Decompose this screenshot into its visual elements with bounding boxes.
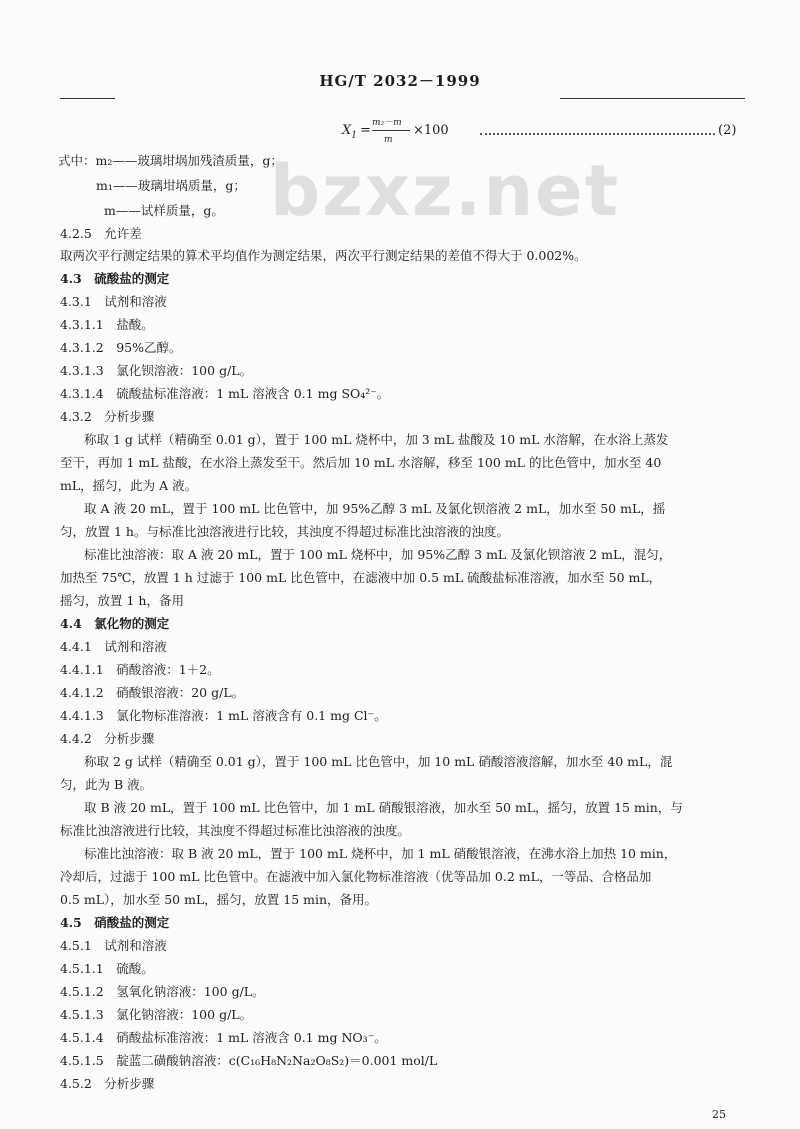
text-line: 取 A 液 20 mL，置于 100 mL 比色管中，加 95%乙醇 3 mL 及氯化钡溶液 2 mL，加水至 50 mL，摇 xyxy=(84,501,666,516)
text-line: 取两次平行测定结果的算术平均值作为测定结果，两次平行测定结果的差值不得大于 0.002%。 xyxy=(60,248,587,263)
section-heading: 4.5 硝酸盐的测定 xyxy=(60,915,170,930)
text-line: 4.3.1.3 氯化钡溶液：100 g/L。 xyxy=(60,363,253,378)
header-rule-left xyxy=(60,98,115,99)
text-line: 称取 1 g 试样（精确至 0.01 g），置于 100 mL 烧杯中，加 3 mL 盐酸及 10 mL 水溶解，在水浴上蒸发 xyxy=(84,432,669,447)
text-line: 0.5 mL），加水至 50 mL，摇匀，放置 15 min，备用。 xyxy=(60,892,378,907)
text-line: 标准比浊溶液：取 A 液 20 mL，置于 100 mL 烧杯中，加 95%乙醇 3 mL 及氯化钡溶液 2 mL，混匀， xyxy=(84,547,672,562)
clause-heading: 4.5.2 分析步骤 xyxy=(60,1076,155,1091)
section-heading: 4.4 氯化物的测定 xyxy=(60,616,170,631)
clause-heading: 4.2.5 允许差 xyxy=(60,226,142,241)
watermark: bzxz.net xyxy=(270,150,621,232)
formula-multiplier: ×100 xyxy=(413,123,449,138)
text-line: 称取 2 g 试样（精确至 0.01 g），置于 100 mL 比色管中，加 10 mL 硝酸溶液溶解，加水至 40 mL，混 xyxy=(84,754,673,769)
clause-heading: 4.4.2 分析步骤 xyxy=(60,731,155,746)
clause-heading: 4.3.1 试剂和溶液 xyxy=(60,294,167,309)
formula-numerator: m₂－m xyxy=(372,118,402,128)
formula-lhs: $X_1$ xyxy=(342,123,357,141)
text-line: 加热至 75℃，放置 1 h 过滤于 100 mL 比色管中，在滤液中加 0.5 mL 硫酸盐标准溶液，加水至 50 mL， xyxy=(60,570,662,585)
text-line: 匀，此为 B 液。 xyxy=(60,777,153,792)
text-line: 4.5.1.5 靛蓝二磺酸钠溶液：c(C₁₆H₈N₂Na₂O₈S₂)＝0.001 mol/L xyxy=(60,1053,438,1068)
text-line: 取 B 液 20 mL，置于 100 mL 比色管中，加 1 mL 硝酸银溶液，加水至 50 mL，摇匀，放置 15 min，与 xyxy=(84,800,683,815)
text-line: 4.5.1.2 氢氧化钠溶液：100 g/L。 xyxy=(60,984,265,999)
text-line: mL，摇匀，此为 A 液。 xyxy=(60,478,198,493)
text-line: 4.4.1.1 硝酸溶液：1＋2。 xyxy=(60,662,220,677)
text-line: 匀，放置 1 h。与标准比浊溶液进行比较，其浊度不得超过标准比浊溶液的浊度。 xyxy=(60,524,509,539)
text-line: 4.3.1.4 硫酸盐标准溶液：1 mL 溶液含 0.1 mg SO₄²⁻。 xyxy=(60,386,390,401)
text-line: 4.5.1.4 硝酸盐标准溶液：1 mL 溶液含 0.1 mg NO₃⁻。 xyxy=(60,1030,387,1045)
text-line: m——试样质量，g。 xyxy=(104,203,224,218)
clause-heading: 4.5.1 试剂和溶液 xyxy=(60,938,167,953)
formula-fraction-bar xyxy=(372,130,410,131)
text-line: 4.5.1.3 氯化钠溶液：100 g/L。 xyxy=(60,1007,253,1022)
clause-heading: 4.3.2 分析步骤 xyxy=(60,409,155,424)
text-line: 式中：m₂——玻璃坩埚加残渣质量，g； xyxy=(58,153,283,168)
text-line: 标准比浊溶液进行比较，其浊度不得超过标准比浊溶液的浊度。 xyxy=(60,823,411,838)
text-line: 摇匀，放置 1 h，备用 xyxy=(60,593,184,608)
page-number: 25 xyxy=(712,1108,726,1121)
text-line: 标准比浊溶液：取 B 液 20 mL，置于 100 mL 烧杯中，加 1 mL 硝酸银溶液，在沸水浴上加热 10 min， xyxy=(84,846,677,861)
header-rule-right xyxy=(560,98,745,99)
text-line: 冷却后，过滤于 100 mL 比色管中。在滤液中加入氯化物标准溶液（优等品加 0.2 mL，一等品、合格品加 xyxy=(60,869,652,884)
text-line: 4.3.1.2 95%乙醇。 xyxy=(60,340,182,355)
text-line: m₁——玻璃坩埚质量，g； xyxy=(96,178,246,193)
clause-heading: 4.4.1 试剂和溶液 xyxy=(60,639,167,654)
formula-denominator: m xyxy=(384,135,393,145)
text-line: 至干，再加 1 mL 盐酸，在水浴上蒸发至干。然后加 10 mL 水溶解，移至 100 mL 的比色管中，加水至 40 xyxy=(60,455,662,470)
text-line: 4.4.1.3 氯化物标准溶液：1 mL 溶液含有 0.1 mg Cl⁻。 xyxy=(60,708,387,723)
formula-equals: = xyxy=(360,123,371,138)
text-line: 4.3.1.1 盐酸。 xyxy=(60,317,154,332)
formula-equation-number: (2) xyxy=(718,123,737,138)
text-line: 4.5.1.1 硫酸。 xyxy=(60,961,154,976)
section-heading: 4.3 硫酸盐的测定 xyxy=(60,271,170,286)
formula-dot-leader xyxy=(480,133,715,135)
page-header-standard-code: HG/T 2032－1999 xyxy=(319,72,481,90)
text-line: 4.4.1.2 硝酸银溶液：20 g/L。 xyxy=(60,685,245,700)
formula-x1 xyxy=(320,113,750,153)
